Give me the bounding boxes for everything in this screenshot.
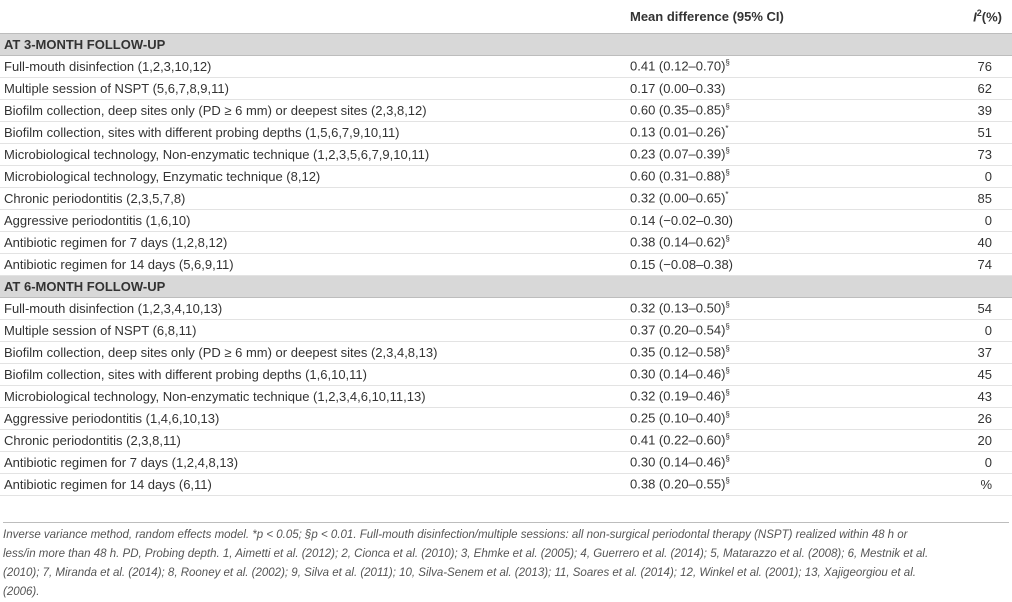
mean-difference-value: 0.30 (0.14–0.46) — [630, 366, 726, 382]
mean-difference-cell — [628, 429, 928, 451]
i2-cell: 45 — [928, 363, 1012, 385]
mean-difference-cell — [628, 297, 928, 319]
footnote-line: Inverse variance method, random effects model. *p < 0.05; §p < 0.01. Full-mouth disinfection/multiple sessions: all non-surgical periodontal therapy (NSPT) realized within 48 h or — [3, 529, 908, 541]
table-row — [0, 209, 1012, 231]
table-row — [0, 385, 1012, 407]
table-row — [0, 407, 1012, 429]
mean-difference-cell — [628, 121, 928, 143]
significance-mark: * — [725, 124, 729, 134]
mean-difference-value: 0.13 (0.01–0.26) — [630, 124, 726, 140]
significance-mark: § — [725, 146, 730, 156]
table-row — [0, 121, 1012, 143]
mean-difference-cell — [628, 451, 928, 473]
mean-difference-cell — [628, 209, 928, 231]
significance-mark: § — [725, 366, 730, 376]
header-mean-difference: Mean difference (95% CI) — [628, 0, 928, 33]
table-row — [0, 297, 1012, 319]
significance-mark: § — [725, 432, 730, 442]
significance-mark: § — [725, 102, 730, 112]
mean-difference-value: 0.35 (0.12–0.58) — [630, 344, 726, 360]
mean-difference-cell — [628, 363, 928, 385]
footnote-line: (2010); 7, Miranda et al. (2014); 8, Rooney et al. (2002); 9, Silva et al. (2011); 10, Silva-Senem et al. (2013); 11, Soares et al. (2014); 12, Winkel et al. (2001); 13, Xajigeorgiou et al. — [3, 567, 916, 579]
header-condition — [0, 0, 628, 33]
significance-mark: § — [725, 234, 730, 244]
table-row — [0, 319, 1012, 341]
condition-cell: Antibiotic regimen for 7 days (1,2,4,8,13) — [0, 451, 628, 473]
condition-cell: Aggressive periodontitis (1,4,6,10,13) — [0, 407, 628, 429]
mean-difference-value: 0.23 (0.07–0.39) — [630, 146, 726, 162]
significance-mark: § — [725, 58, 730, 68]
mean-difference-cell — [628, 231, 928, 253]
i2-cell: 54 — [928, 297, 1012, 319]
table-body — [0, 33, 1012, 495]
i2-cell: 26 — [928, 407, 1012, 429]
table-row — [0, 451, 1012, 473]
significance-mark: § — [725, 322, 730, 332]
mean-difference-cell — [628, 385, 928, 407]
table-row — [0, 143, 1012, 165]
mean-difference-value: 0.41 (0.22–0.60) — [630, 432, 726, 448]
i2-cell: 37 — [928, 341, 1012, 363]
significance-mark: § — [725, 454, 730, 464]
mean-difference-cell — [628, 187, 928, 209]
header-i2-symbol: I — [973, 9, 977, 25]
table-row — [0, 77, 1012, 99]
significance-mark: * — [725, 190, 729, 200]
mean-difference-cell — [628, 473, 928, 495]
i2-cell: % — [928, 473, 1012, 495]
condition-cell: Multiple session of NSPT (5,6,7,8,9,11) — [0, 77, 628, 99]
condition-cell: Antibiotic regimen for 14 days (6,11) — [0, 473, 628, 495]
mean-difference-cell — [628, 55, 928, 77]
i2-cell: 0 — [928, 165, 1012, 187]
section-title: AT 6-MONTH FOLLOW-UP — [0, 275, 1012, 297]
significance-mark: § — [725, 344, 730, 354]
condition-cell: Microbiological technology, Non-enzymatic technique (1,2,3,4,6,10,11,13) — [0, 385, 628, 407]
mean-difference-value: 0.60 (0.31–0.88) — [630, 168, 726, 184]
header-i2-suffix: (%) — [981, 9, 1002, 25]
mean-difference-cell — [628, 319, 928, 341]
condition-cell: Antibiotic regimen for 7 days (1,2,8,12) — [0, 231, 628, 253]
header-i2-sup: 2 — [976, 8, 982, 19]
i2-cell: 51 — [928, 121, 1012, 143]
mean-difference-cell — [628, 407, 928, 429]
mean-difference-cell — [628, 341, 928, 363]
mean-difference-value: 0.14 (−0.02–0.30) — [630, 212, 733, 228]
i2-cell: 43 — [928, 385, 1012, 407]
condition-cell: Chronic periodontitis (2,3,8,11) — [0, 429, 628, 451]
mean-difference-value: 0.17 (0.00–0.33) — [630, 80, 726, 96]
condition-cell: Full-mouth disinfection (1,2,3,4,10,13) — [0, 297, 628, 319]
i2-cell: 0 — [928, 209, 1012, 231]
table-row — [0, 55, 1012, 77]
section-header-row — [0, 275, 1012, 297]
significance-mark: § — [725, 410, 730, 420]
significance-mark: § — [725, 476, 730, 486]
mean-difference-value: 0.38 (0.14–0.62) — [630, 234, 726, 250]
condition-cell: Biofilm collection, sites with different probing depths (1,5,6,7,9,10,11) — [0, 121, 628, 143]
significance-mark: § — [725, 388, 730, 398]
table-row — [0, 253, 1012, 275]
mean-difference-cell — [628, 143, 928, 165]
footnote-line: less/in more than 48 h. PD, Probing depth. 1, Aimetti et al. (2012); 2, Cionca et al. (2010); 3, Ehmke et al. (2005); 4, Guerrero et al. (2014); 5, Matarazzo et al. (2008); 6, Mestnik et al. — [3, 548, 929, 560]
i2-cell: 76 — [928, 55, 1012, 77]
mean-difference-value: 0.32 (0.19–0.46) — [630, 388, 726, 404]
mean-difference-value: 0.32 (0.00–0.65) — [630, 190, 726, 206]
i2-cell: 73 — [928, 143, 1012, 165]
condition-cell: Antibiotic regimen for 14 days (5,6,9,11) — [0, 253, 628, 275]
condition-cell: Biofilm collection, deep sites only (PD ≥ 6 mm) or deepest sites (2,3,8,12) — [0, 99, 628, 121]
table-row — [0, 231, 1012, 253]
mean-difference-cell — [628, 165, 928, 187]
i2-cell: 85 — [928, 187, 1012, 209]
table-footnote — [3, 522, 1009, 602]
significance-mark: § — [725, 168, 730, 178]
condition-cell: Biofilm collection, deep sites only (PD ≥ 6 mm) or deepest sites (2,3,4,8,13) — [0, 341, 628, 363]
mean-difference-value: 0.15 (−0.08–0.38) — [630, 256, 733, 272]
mean-difference-value: 0.25 (0.10–0.40) — [630, 410, 726, 426]
table-row — [0, 165, 1012, 187]
table-row — [0, 187, 1012, 209]
condition-cell: Aggressive periodontitis (1,6,10) — [0, 209, 628, 231]
i2-cell: 74 — [928, 253, 1012, 275]
header-i2 — [928, 0, 1012, 33]
condition-cell: Microbiological technology, Non-enzymatic technique (1,2,3,5,6,7,9,10,11) — [0, 143, 628, 165]
mean-difference-value: 0.38 (0.20–0.55) — [630, 476, 726, 492]
mean-difference-value: 0.32 (0.13–0.50) — [630, 300, 726, 316]
section-title: AT 3-MONTH FOLLOW-UP — [0, 33, 1012, 55]
mean-difference-value: 0.41 (0.12–0.70) — [630, 58, 726, 74]
footnote-line: (2006). — [3, 586, 40, 598]
table-row — [0, 429, 1012, 451]
section-header-row — [0, 33, 1012, 55]
mean-difference-value: 0.37 (0.20–0.54) — [630, 322, 726, 338]
table-header-row — [0, 0, 1012, 33]
significance-mark: § — [725, 300, 730, 310]
mean-difference-value: 0.60 (0.35–0.85) — [630, 102, 726, 118]
condition-cell: Chronic periodontitis (2,3,5,7,8) — [0, 187, 628, 209]
condition-cell: Full-mouth disinfection (1,2,3,10,12) — [0, 55, 628, 77]
condition-cell: Biofilm collection, sites with different probing depths (1,6,10,11) — [0, 363, 628, 385]
i2-cell: 40 — [928, 231, 1012, 253]
condition-cell: Multiple session of NSPT (6,8,11) — [0, 319, 628, 341]
condition-cell: Microbiological technology, Enzymatic technique (8,12) — [0, 165, 628, 187]
i2-cell: 0 — [928, 451, 1012, 473]
mean-difference-cell — [628, 77, 928, 99]
i2-cell: 20 — [928, 429, 1012, 451]
table-row — [0, 99, 1012, 121]
i2-cell: 39 — [928, 99, 1012, 121]
i2-cell: 0 — [928, 319, 1012, 341]
mean-difference-cell — [628, 253, 928, 275]
mean-difference-value: 0.30 (0.14–0.46) — [630, 454, 726, 470]
table-row — [0, 473, 1012, 495]
table-row — [0, 363, 1012, 385]
mean-difference-cell — [628, 99, 928, 121]
table-row — [0, 341, 1012, 363]
i2-cell: 62 — [928, 77, 1012, 99]
